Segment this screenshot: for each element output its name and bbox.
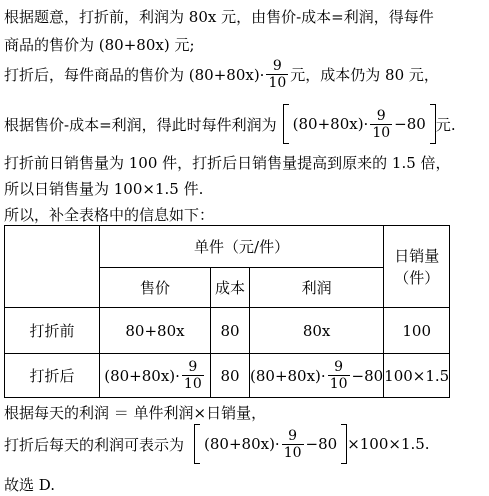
text-line-10: 故选 D. <box>4 476 56 494</box>
info-table <box>4 225 450 398</box>
line3-pre: 打折后，每件商品的售价为 (80+80x)· <box>4 66 265 84</box>
text-line-8: 根据每天的利润 ＝ 单件利润×日销量， <box>4 404 267 422</box>
line4-inner-pre: (80+80x)· <box>292 115 369 133</box>
text-line-1: 根据题意，打折前，利润为 80x 元，由售价-成本=利润，得每件 <box>4 8 434 26</box>
text-line-3 <box>4 58 439 91</box>
left-bracket <box>283 104 289 144</box>
fraction-9-10: $\frac{9}{10}$ <box>183 359 202 392</box>
line9-pre: 打折后每天的利润可表示为 <box>4 435 185 454</box>
fraction-9-10: $\frac{9}{10}$ <box>329 359 348 392</box>
text-line-4 <box>4 104 456 144</box>
row-after-label: 打折后 <box>5 354 100 398</box>
row-before-label: 打折前 <box>5 308 100 354</box>
before-sales: 100 <box>384 308 450 354</box>
text-line-7: 所以，补全表格中的信息如下： <box>4 206 215 224</box>
line3-post: 元，成本仍为 80 元， <box>290 66 439 84</box>
before-price: 80+80x <box>100 308 211 354</box>
fraction-9-10: $\frac{9}{10}$ <box>283 427 302 461</box>
header-price: 售价 <box>100 268 211 308</box>
before-profit: 80x <box>250 308 384 354</box>
header-cost: 成本 <box>211 268 250 308</box>
after-profit: (80+80x)· $\frac{9}{10}$ −80 <box>250 354 384 398</box>
line9-inner-post: −80 <box>305 435 338 453</box>
after-sales: 100×1.5 <box>384 354 450 398</box>
left-bracket <box>194 424 200 464</box>
text-line-6: 所以日销售量为 100×1.5 件. <box>4 180 204 198</box>
line9-post: ×100×1.5. <box>347 435 430 453</box>
header-unit-group: 单件（元/件） <box>100 226 384 268</box>
text-line-5: 打折前日销售量为 100 件，打折后日销售量提高到原来的 1.5 倍， <box>4 154 451 172</box>
after-cost: 80 <box>211 354 250 398</box>
fraction-9-10: $\frac{9}{10}$ <box>372 107 391 141</box>
header-profit: 利润 <box>250 268 384 308</box>
text-line-2: 商品的售价为 (80+80x) 元; <box>4 36 195 54</box>
table-corner-cell <box>5 226 100 308</box>
line4-post: 元. <box>435 115 456 134</box>
before-cost: 80 <box>211 308 250 354</box>
line9-inner-pre: (80+80x)· <box>204 435 280 453</box>
line4-pre: 根据售价-成本=利润，得此时每件利润为 <box>4 115 277 134</box>
after-price: (80+80x)· $\frac{9}{10}$ <box>100 354 211 398</box>
line4-inner-post: −80 <box>394 115 426 133</box>
header-daily-sales: 日销量（件） <box>384 226 450 308</box>
fraction-9-10: $\frac{9}{10}$ <box>268 58 287 91</box>
text-line-9 <box>4 424 430 464</box>
